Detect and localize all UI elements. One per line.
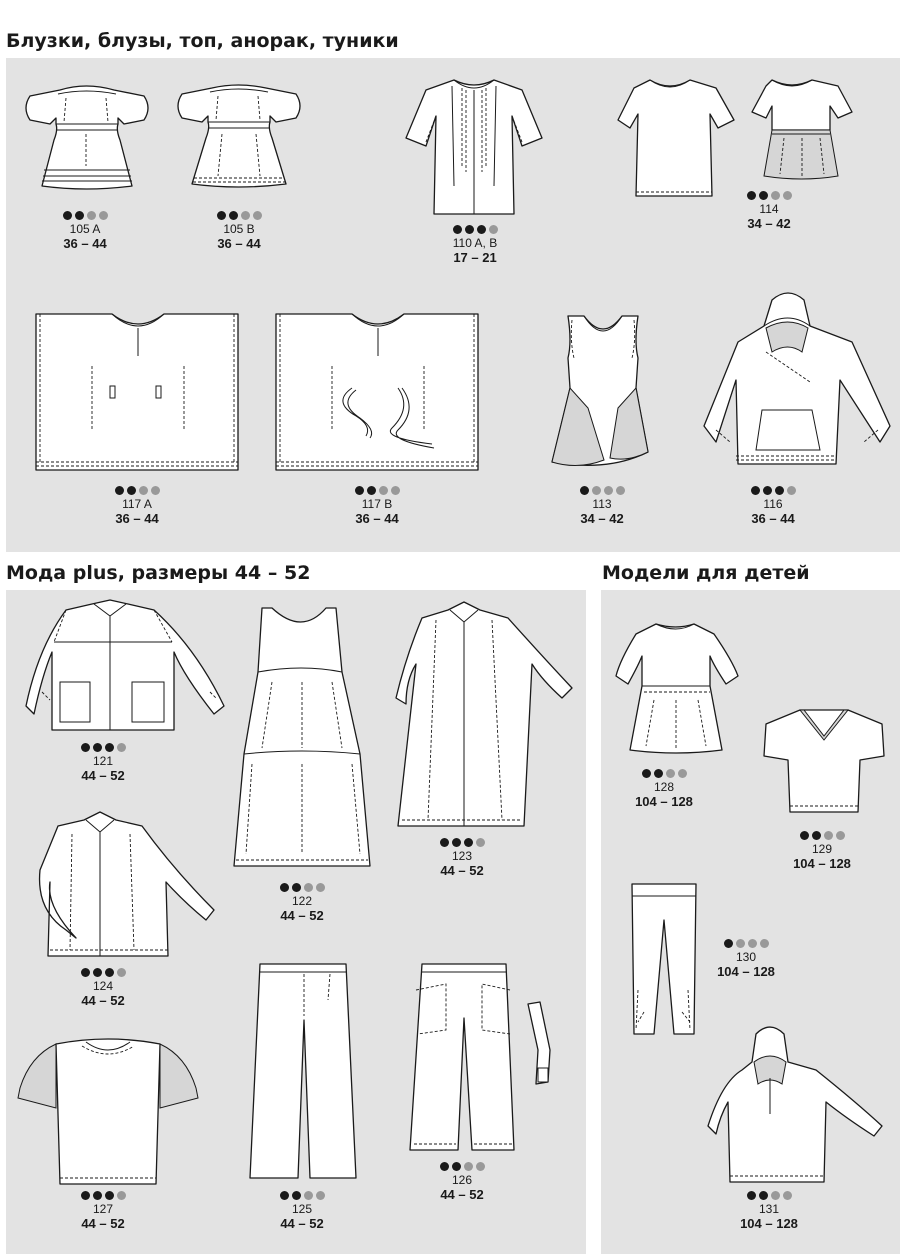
model-116-info (723, 486, 823, 526)
difficulty-dots (87, 486, 187, 496)
difficulty-dots (412, 838, 512, 848)
model-127-info (53, 1191, 153, 1231)
model-124-info (53, 968, 153, 1008)
difficulty-dots (425, 225, 525, 235)
difficulty-dots (552, 486, 652, 496)
model-sizes: 44 – 52 (280, 1216, 324, 1231)
model-sizes: 44 – 52 (81, 993, 125, 1008)
model-sizes: 44 – 52 (81, 1216, 125, 1231)
difficulty-dots (53, 968, 153, 978)
model-122-info (252, 883, 352, 923)
model-number: 113 (592, 497, 612, 511)
model-110-info (425, 225, 525, 265)
model-105b-info (189, 211, 289, 251)
difficulty-dots (614, 769, 714, 779)
model-sizes: 34 – 42 (580, 511, 624, 526)
model-117b-info (327, 486, 427, 526)
model-125-info (252, 1191, 352, 1231)
model-number: 121 (92, 754, 114, 768)
model-sizes: 17 – 21 (453, 250, 497, 265)
model-129-drawing[interactable] (760, 706, 888, 816)
model-128-drawing[interactable] (614, 620, 742, 756)
model-sizes: 36 – 44 (63, 236, 107, 251)
model-number: 114 (759, 202, 779, 216)
model-117a-info (87, 486, 187, 526)
model-131-drawing[interactable] (706, 1022, 886, 1186)
model-125-drawing[interactable] (244, 960, 362, 1184)
model-126-info (412, 1162, 512, 1202)
model-sizes: 104 – 128 (793, 856, 851, 871)
model-number: 123 (451, 849, 473, 863)
model-123-drawing[interactable] (392, 600, 576, 832)
section-title-blouses: Блузки, блузы, топ, анорак, туники (6, 30, 399, 52)
model-124-drawing[interactable] (34, 810, 218, 960)
difficulty-dots (189, 211, 289, 221)
model-number: 122 (291, 894, 313, 908)
model-sizes: 44 – 52 (81, 768, 125, 783)
model-105b-drawing[interactable] (172, 78, 307, 193)
model-105a-drawing[interactable] (20, 78, 155, 193)
difficulty-dots (252, 1191, 352, 1201)
model-117b-drawing[interactable] (272, 312, 484, 476)
model-126-drawing[interactable] (406, 960, 566, 1156)
model-sizes: 36 – 44 (115, 511, 159, 526)
model-113-info (552, 486, 652, 526)
model-sizes: 36 – 44 (217, 236, 261, 251)
model-114-info (719, 191, 819, 231)
model-number: 125 (291, 1202, 313, 1216)
model-sizes: 104 – 128 (717, 964, 775, 979)
model-number: 105 A (69, 222, 101, 236)
model-sizes: 34 – 42 (747, 216, 791, 231)
difficulty-dots (252, 883, 352, 893)
difficulty-dots (412, 1162, 512, 1172)
model-105a-info (35, 211, 135, 251)
model-130-info (696, 939, 796, 979)
difficulty-dots (719, 1191, 819, 1201)
model-number: 127 (92, 1202, 114, 1216)
model-sizes: 44 – 52 (440, 863, 484, 878)
model-number: 126 (451, 1173, 473, 1187)
model-number: 116 (763, 497, 783, 511)
difficulty-dots (53, 743, 153, 753)
difficulty-dots (35, 211, 135, 221)
model-number: 128 (653, 780, 675, 794)
model-122-drawing[interactable] (232, 602, 372, 874)
difficulty-dots (53, 1191, 153, 1201)
section-title-plus: Мода plus, размеры 44 – 52 (6, 562, 311, 584)
model-number: 110 A, B (452, 236, 498, 250)
difficulty-dots (719, 191, 819, 201)
model-sizes: 36 – 44 (355, 511, 399, 526)
model-number: 124 (92, 979, 114, 993)
section-title-kids: Модели для детей (602, 562, 810, 584)
difficulty-dots (696, 939, 796, 949)
difficulty-dots (327, 486, 427, 496)
model-number: 130 (735, 950, 757, 964)
model-113-drawing[interactable] (548, 312, 658, 476)
model-129-info (772, 831, 872, 871)
difficulty-dots (723, 486, 823, 496)
model-130-drawing[interactable] (624, 880, 704, 1040)
model-121-drawing[interactable] (24, 598, 230, 734)
model-sizes: 104 – 128 (740, 1216, 798, 1231)
model-114-drawing[interactable] (616, 78, 856, 200)
model-number: 105 B (223, 222, 255, 236)
model-110-drawing[interactable] (404, 76, 544, 218)
model-sizes: 104 – 128 (635, 794, 693, 809)
model-number: 131 (758, 1202, 780, 1216)
model-sizes: 36 – 44 (751, 511, 795, 526)
model-127-drawing[interactable] (16, 1036, 200, 1188)
difficulty-dots (772, 831, 872, 841)
model-sizes: 44 – 52 (280, 908, 324, 923)
model-123-info (412, 838, 512, 878)
model-128-info (614, 769, 714, 809)
model-sizes: 44 – 52 (440, 1187, 484, 1202)
model-116-drawing[interactable] (702, 290, 894, 478)
model-number: 129 (811, 842, 833, 856)
model-121-info (53, 743, 153, 783)
model-number: 117 B (361, 497, 393, 511)
model-number: 117 A (122, 497, 152, 511)
model-131-info (719, 1191, 819, 1231)
model-117a-drawing[interactable] (32, 312, 244, 476)
